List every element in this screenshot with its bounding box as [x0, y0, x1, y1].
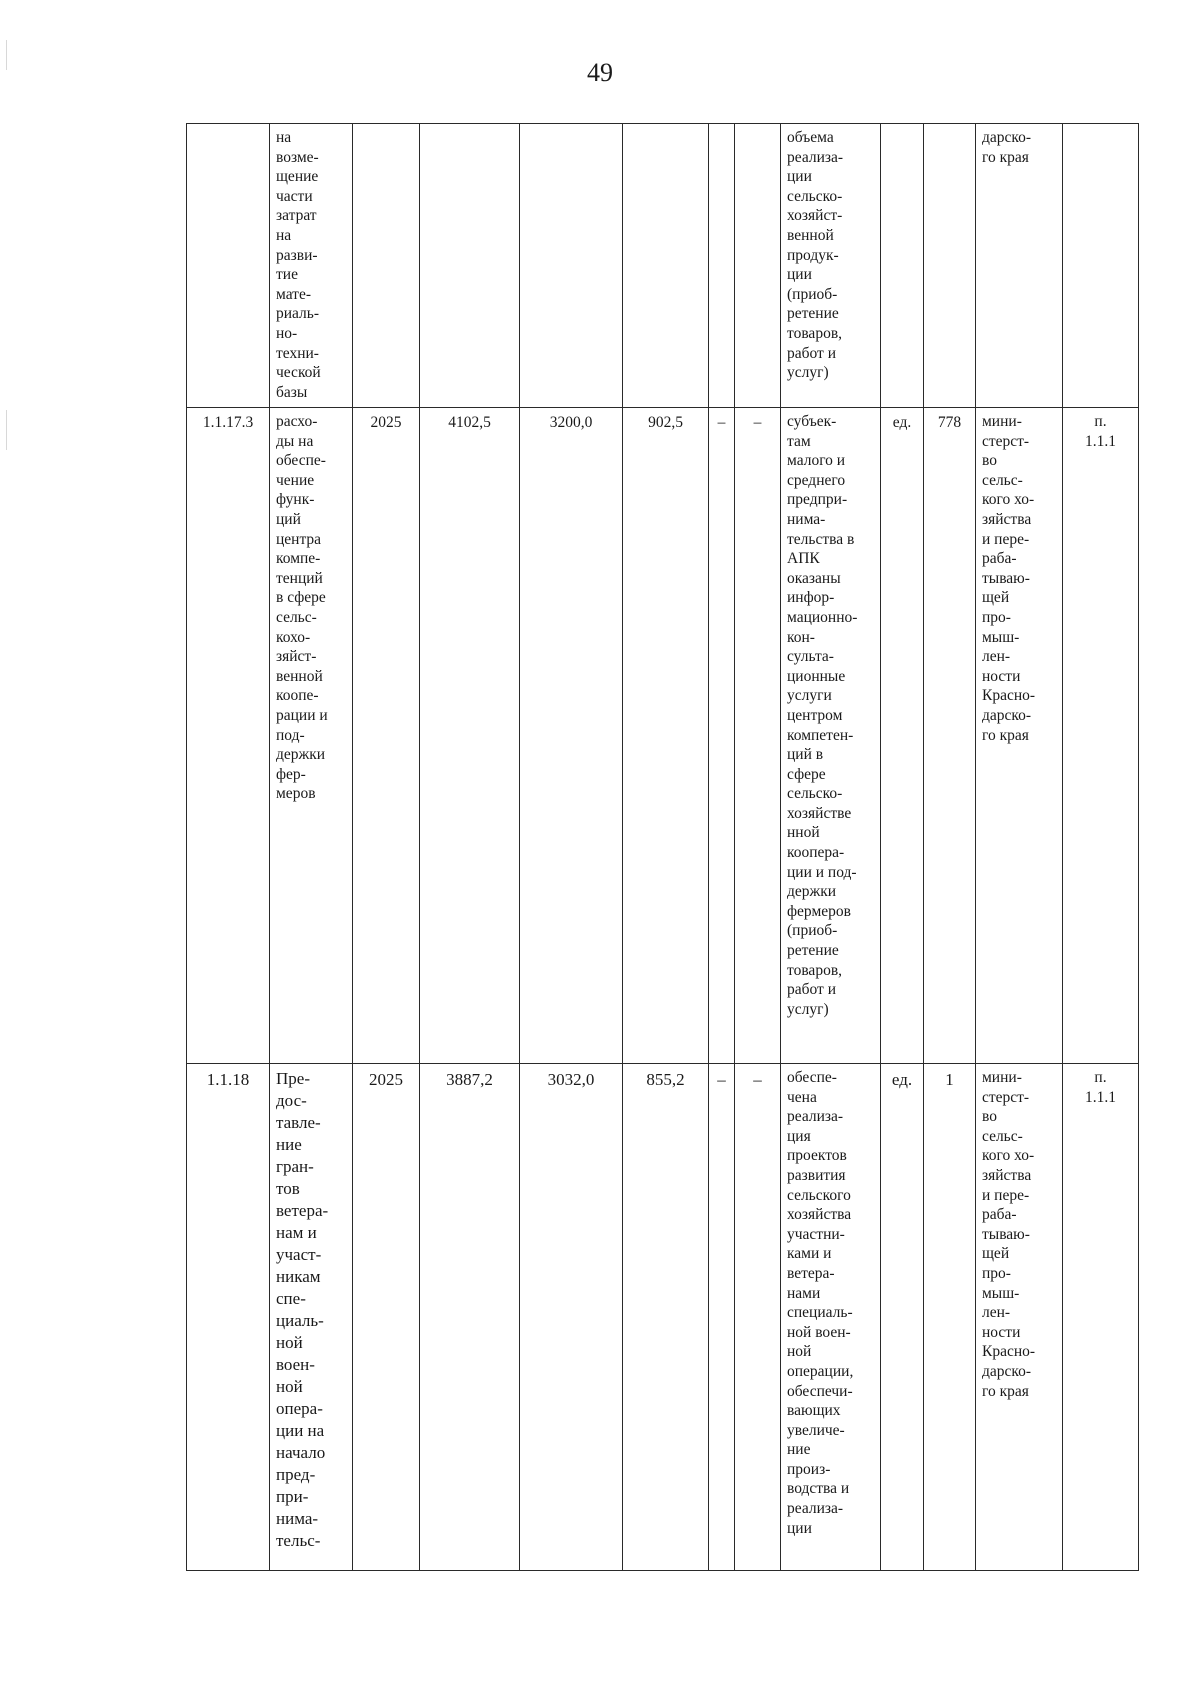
program-activities-table	[186, 123, 1139, 1571]
total-cell: 4102,5	[420, 408, 520, 1064]
activity-name-cell: на возме- щение части затрат на разви- тие мате- риаль- но- техни- ческой базы	[270, 124, 353, 408]
result-cell: субъек- там малого и среднего предпри- нима- тельства в АПК оказаны инфор- мационно- кон- сульта- ционные услуги центром компетен- ций в сфере сельско- хозяйстве нной коопера- ции и под- держки фермеров (приоб- ретение товаров, работ и услуг)	[781, 408, 881, 1064]
funding-a-cell: 3032,0	[520, 1064, 623, 1571]
table-row	[187, 124, 1139, 408]
funding-b-cell: 855,2	[623, 1064, 709, 1571]
funding-a-cell	[520, 124, 623, 408]
year-cell: 2025	[353, 408, 420, 1064]
funding-d-cell	[735, 124, 781, 408]
scan-mark	[6, 410, 7, 450]
funding-d-cell: –	[735, 408, 781, 1064]
funding-c-cell: –	[709, 1064, 735, 1571]
funding-c-cell	[709, 124, 735, 408]
value-cell	[924, 124, 976, 408]
reference-cell	[1063, 124, 1139, 408]
funding-a-cell: 3200,0	[520, 408, 623, 1064]
activity-code-cell: 1.1.17.3	[187, 408, 270, 1064]
funding-d-cell: –	[735, 1064, 781, 1571]
reference-cell: п. 1.1.1	[1063, 408, 1139, 1064]
total-cell	[420, 124, 520, 408]
funding-b-cell	[623, 124, 709, 408]
funding-b-cell: 902,5	[623, 408, 709, 1064]
executor-cell: дарско- го края	[976, 124, 1063, 408]
unit-cell	[881, 124, 924, 408]
activity-code-cell: 1.1.18	[187, 1064, 270, 1571]
funding-c-cell: –	[709, 408, 735, 1064]
total-cell: 3887,2	[420, 1064, 520, 1571]
page-number: 49	[587, 58, 613, 87]
result-cell: объема реализа- ции сельско- хозяйст- венной продук- ции (приоб- ретение товаров, работ и услуг)	[781, 124, 881, 408]
activity-name-cell: расхо- ды на обеспе- чение функ- ций центра компе- тенций в сфере сельс- кохо- зяйст- венной коопе- рации и под- держки фер- меров	[270, 408, 353, 1064]
value-cell: 1	[924, 1064, 976, 1571]
year-cell	[353, 124, 420, 408]
unit-cell: ед.	[881, 408, 924, 1064]
year-cell: 2025	[353, 1064, 420, 1571]
executor-cell: мини- стерст- во сельс- кого хо- зяйства и пере- раба- тываю- щей про- мыш- лен- ности Красно- дарско- го края	[976, 408, 1063, 1064]
activity-code-cell	[187, 124, 270, 408]
reference-cell: п. 1.1.1	[1063, 1064, 1139, 1571]
value-cell: 778	[924, 408, 976, 1064]
unit-cell: ед.	[881, 1064, 924, 1571]
executor-cell: мини- стерст- во сельс- кого хо- зяйства и пере- раба- тываю- щей про- мыш- лен- ности Красно- дарско- го края	[976, 1064, 1063, 1571]
table-row	[187, 1064, 1139, 1571]
activity-name-cell: Пре- дос- тавле- ние гран- тов ветера- нам и участ- никам спе- циаль- ной воен- ной опера- ции на начало пред- при- нима- тельс-	[270, 1064, 353, 1571]
table-row	[187, 408, 1139, 1064]
result-cell: обеспе- чена реализа- ция проектов развития сельского хозяйства участни- ками и ветера- нами специаль- ной воен- ной операции, обеспечи- вающих увеличе- ние произ- водства и реализа- ции	[781, 1064, 881, 1571]
